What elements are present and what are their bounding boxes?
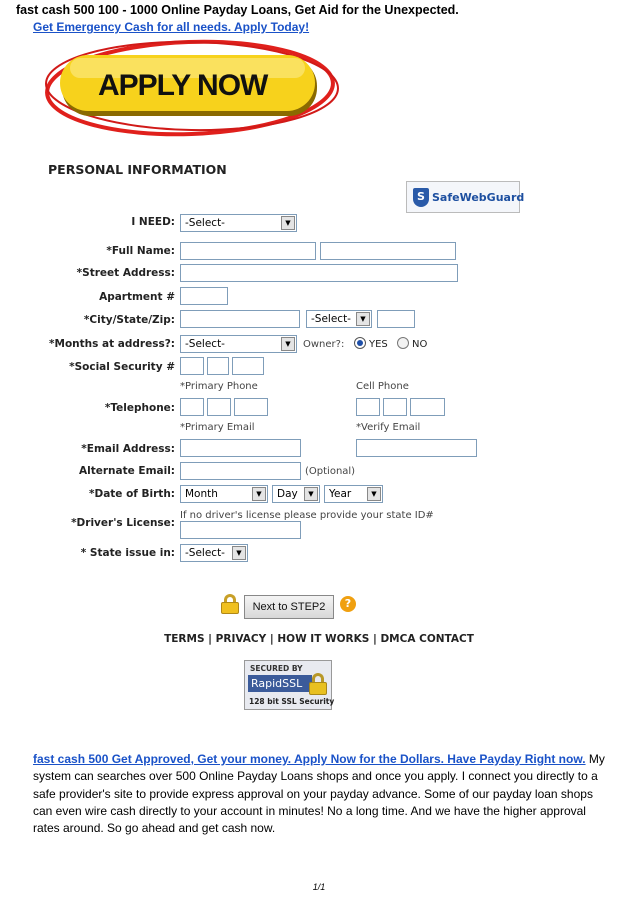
dob-label: *Date of Birth: <box>89 488 175 500</box>
state-issue-label: * State issue in: <box>80 547 175 559</box>
primary-email-label: *Primary Email <box>180 422 255 433</box>
fullname-label: *Full Name: <box>106 245 175 257</box>
phone-area-input[interactable] <box>180 398 204 416</box>
months-select-value: -Select- <box>185 338 225 350</box>
ssn-part2-input[interactable] <box>207 357 229 375</box>
state-issue-select[interactable] <box>180 544 248 562</box>
need-select[interactable] <box>180 214 297 232</box>
city-label: *City/State/Zip: <box>83 314 175 326</box>
months-label: *Months at address?: <box>49 338 175 350</box>
dob-month-select[interactable] <box>180 485 268 503</box>
license-hint: If no driver's license please provide your state ID# <box>180 510 434 521</box>
ssn-part1-input[interactable] <box>180 357 204 375</box>
state-issue-value: -Select- <box>185 547 225 559</box>
need-select-value: -Select- <box>185 217 225 229</box>
phone-prefix-input[interactable] <box>207 398 231 416</box>
phone-line-input[interactable] <box>234 398 268 416</box>
state-select[interactable] <box>306 310 372 328</box>
verify-email-label: *Verify Email <box>356 422 421 433</box>
street-input[interactable] <box>180 264 458 282</box>
chevron-down-icon: ▼ <box>281 216 295 230</box>
chevron-down-icon: ▼ <box>252 487 266 501</box>
owner-yes-label: YES <box>369 339 388 350</box>
apply-now-label: APPLY NOW <box>98 69 268 102</box>
email-label: *Email Address: <box>81 443 175 455</box>
street-label: *Street Address: <box>76 267 175 279</box>
chevron-down-icon: ▼ <box>232 546 246 560</box>
owner-yes-radio[interactable] <box>354 337 366 349</box>
ssl-strength-label: 128 bit SSL Security <box>249 697 335 706</box>
owner-label: Owner?: <box>303 339 345 350</box>
email-input[interactable] <box>180 439 301 457</box>
safewebguard-badge <box>406 181 525 213</box>
dob-year-select[interactable] <box>324 485 383 503</box>
optional-label: (Optional) <box>305 466 356 477</box>
chevron-down-icon: ▼ <box>281 337 295 351</box>
ssn-part3-input[interactable] <box>232 357 264 375</box>
cell-phone-label: Cell Phone <box>356 381 409 392</box>
city-input[interactable] <box>180 310 300 328</box>
need-label: I NEED: <box>131 216 175 228</box>
shield-icon: S <box>413 188 429 207</box>
cell-area-input[interactable] <box>356 398 380 416</box>
last-name-input[interactable] <box>320 242 456 260</box>
chevron-down-icon: ▼ <box>367 487 381 501</box>
months-select[interactable] <box>180 335 297 353</box>
page-number: 1/1 <box>312 882 326 892</box>
padlock-icon <box>221 594 239 614</box>
body-text: My system can searches over 500 Online Payday Loans shops and once you apply. I connect you directly to a safe provider's site to provide express approval on your payday advance. Some of our payday loan shops can even wire cash directly to your account in minutes! No a long time. And we have the higher approval rates around. So go ahead and get cash now. <box>33 752 605 836</box>
body-paragraph <box>33 751 607 837</box>
rapidssl-badge <box>244 660 335 710</box>
telephone-label: *Telephone: <box>104 402 175 414</box>
dob-day-select[interactable] <box>272 485 320 503</box>
primary-phone-label: *Primary Phone <box>180 381 258 392</box>
owner-no-label: NO <box>412 339 428 350</box>
dob-month-value: Month <box>185 488 218 500</box>
rapidssl-label: RapidSSL <box>248 675 312 692</box>
alt-email-input[interactable] <box>180 462 301 480</box>
cell-line-input[interactable] <box>410 398 445 416</box>
apartment-input[interactable] <box>180 287 228 305</box>
owner-no-radio[interactable] <box>397 337 409 349</box>
zip-input[interactable] <box>377 310 415 328</box>
chevron-down-icon: ▼ <box>304 487 318 501</box>
first-name-input[interactable] <box>180 242 316 260</box>
chevron-down-icon: ▼ <box>356 312 370 326</box>
ssn-label: *Social Security # <box>69 361 175 373</box>
license-input[interactable] <box>180 521 301 539</box>
apartment-label: Apartment # <box>99 291 175 303</box>
dob-year-value: Year <box>329 488 352 500</box>
section-title: PERSONAL INFORMATION <box>48 162 227 177</box>
page-title: fast cash 500 100 - 1000 Online Payday Loans, Get Aid for the Unexpected. <box>16 3 459 17</box>
dob-day-value: Day <box>277 488 298 500</box>
help-icon[interactable]: ? <box>340 596 356 612</box>
verify-email-input[interactable] <box>356 439 477 457</box>
footer-links[interactable]: TERMS | PRIVACY | HOW IT WORKS | DMCA CONTACT <box>164 633 474 645</box>
apply-now-banner[interactable] <box>40 36 340 140</box>
alt-email-label: Alternate Email: <box>79 465 175 477</box>
license-label: *Driver's License: <box>71 517 175 529</box>
secured-by-label: SECURED BY <box>250 664 303 673</box>
emergency-cash-link[interactable]: Get Emergency Cash for all needs. Apply Today! <box>33 20 310 34</box>
body-link[interactable]: fast cash 500 Get Approved, Get your money. Apply Now for the Dollars. Have Payday Right now. <box>33 752 586 766</box>
cell-prefix-input[interactable] <box>383 398 407 416</box>
next-step-button[interactable]: Next to STEP2 <box>244 595 334 619</box>
state-select-value: -Select- <box>311 313 351 325</box>
safewebguard-label: SafeWebGuard <box>432 191 525 204</box>
padlock-icon <box>309 673 327 695</box>
